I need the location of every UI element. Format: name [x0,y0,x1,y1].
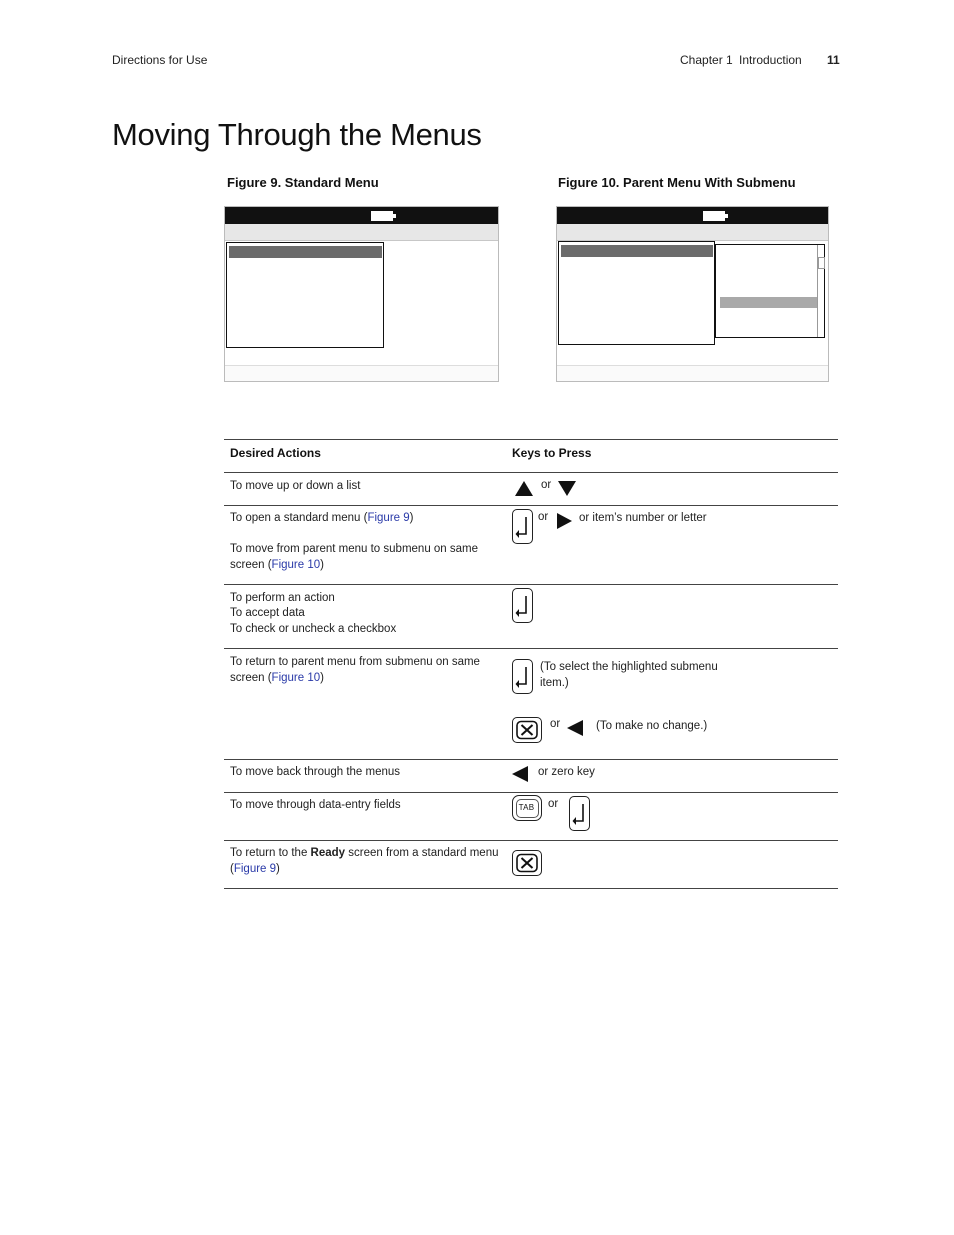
column-header-desired-actions: Desired Actions [230,446,321,460]
enter-key-icon [512,588,533,623]
keys-text: or zero key [538,766,595,778]
table-row-action: To move back through the menus [230,766,401,778]
screen-footer [225,365,498,381]
table-row-action: To move through data-entry fields [230,799,401,811]
table-rule [224,505,838,506]
page-title: Moving Through the Menus [112,117,482,152]
screen-footer [557,365,828,381]
figure-10-screen [556,206,829,382]
parent-menu-box [558,241,715,345]
running-header-chapter: Chapter 1 [680,53,733,67]
tab-key-icon [512,795,542,821]
submenu-highlight [720,297,817,308]
figure-10-link[interactable]: Figure 10 [271,558,321,571]
figure-9-caption: Figure 9. Standard Menu [227,175,379,190]
keys-text: or item’s number or letter [579,512,707,524]
left-arrow-key-icon [567,720,583,736]
battery-icon [703,211,725,221]
enter-key-icon [512,659,533,694]
battery-tip-icon [725,214,728,218]
or-text: or [548,798,559,810]
screen-status-bar [225,207,498,224]
or-text: or [538,511,549,523]
table-rule [224,584,838,585]
ready-screen-label: Ready [310,847,346,859]
keys-text: (To select the highlighted submenu item.) [540,661,718,689]
tab-key-label: TAB [518,803,535,812]
table-rule [224,840,838,841]
scrollbar-thumb [818,257,825,269]
up-arrow-key-icon [515,481,533,496]
table-row-action: To move up or down a list [230,480,361,492]
table-row-action: To check or uncheck a checkbox [230,623,397,635]
table-row-action: To move from parent menu to submenu on same screen (Figure 10) [230,543,479,571]
table-row-action: To open a standard menu (Figure 9) [230,512,414,524]
enter-key-icon [569,796,590,831]
right-arrow-key-icon [557,513,572,529]
or-text: or [541,479,552,491]
screen-title-bar [557,224,828,241]
down-arrow-key-icon [558,481,576,496]
table-rule [224,888,838,889]
figure-9-link[interactable]: Figure 9 [233,862,277,875]
enter-key-icon [512,509,533,544]
screen-title-bar [225,224,498,241]
table-rule [224,648,838,649]
cancel-x-key-icon [512,850,542,876]
table-row-action: To accept data [230,607,305,619]
figure-10-caption: Figure 10. Parent Menu With Submenu [558,175,796,190]
figure-10-link[interactable]: Figure 10 [271,671,321,684]
table-rule [224,439,838,440]
battery-tip-icon [393,214,396,218]
table-row-action: To return to the Ready screen from a standard menu (Figure 9) [230,847,499,875]
table-rule [224,792,838,793]
figure-9-link[interactable]: Figure 9 [367,512,410,524]
submenu-scrollbar [817,245,824,337]
menu-highlight [229,246,382,258]
table-rule [224,759,838,760]
screen-status-bar [557,207,828,224]
column-header-keys-to-press: Keys to Press [512,446,592,460]
left-arrow-key-icon [512,766,528,782]
table-rule [224,472,838,473]
standard-menu-box [226,242,384,348]
figure-9-screen [224,206,499,382]
keys-text: (To make no change.) [596,720,708,732]
battery-icon [371,211,393,221]
running-header-left: Directions for Use [112,53,208,67]
table-row-action: To perform an action [230,592,335,604]
parent-menu-highlight [561,245,713,257]
or-text: or [550,718,561,730]
submenu-box [715,244,825,338]
table-row-action: To return to parent menu from submenu on same screen (Figure 10) [230,656,480,684]
page-number: 11 [827,53,840,67]
cancel-x-key-icon [512,717,542,743]
running-header-section: Introduction [739,53,802,67]
